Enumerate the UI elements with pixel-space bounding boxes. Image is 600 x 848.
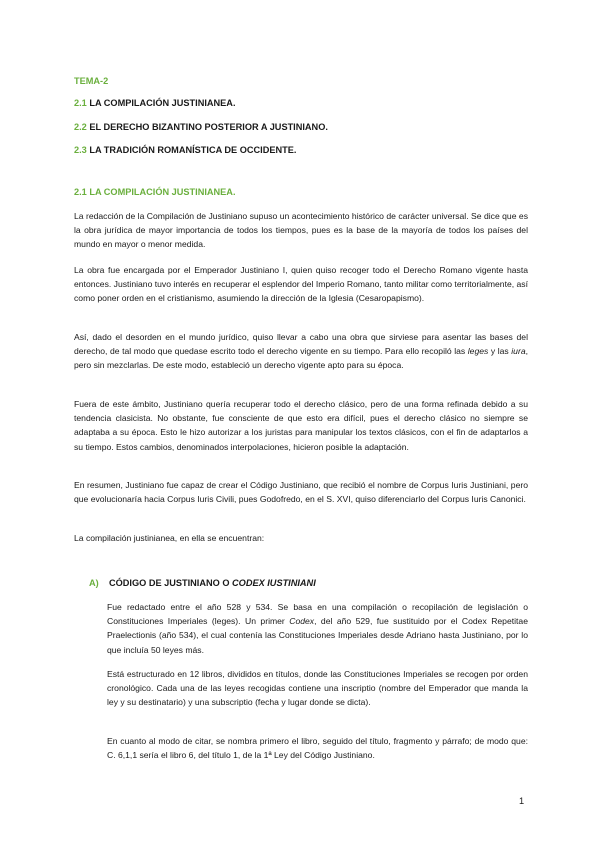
paragraph-text: Así, dado el desorden en el mundo jurídico, quiso llevar a cabo una obra que sirviese para asentar las bases del derecho, de tal modo que quedase escrito todo el derecho vigente en su tiempo. Para ello recopiló las xyxy=(74,332,528,357)
paragraph: La compilación justinianea, en ella se encuentran: xyxy=(74,533,265,543)
toc-number: 2.3 xyxy=(74,145,87,155)
subsection-title-italic: CODEX IUSTINIANI xyxy=(232,578,316,588)
subparagraph: En cuanto al modo de citar, se nombra primero el libro, seguido del título, fragmento y párrafo; de modo que: C. 6,1,1 sería el libro 6, del título 1, de la 1ª Ley del Código Justiniano. xyxy=(107,736,528,761)
toc-item xyxy=(74,145,296,155)
toc-item xyxy=(74,122,328,132)
toc-number: 2.1 xyxy=(74,98,87,108)
paragraph: En resumen, Justiniano fue capaz de crear el Código Justiniano, que recibió el nombre de Corpus Iuris Justiniani, pero que evolucionaría hacia Corpus Iuris Civili, pues Godofredo, en el S. XVI, quiso diferenciarlo del Corpus Iuris Canonici. xyxy=(74,480,528,505)
section-number: 2.1 xyxy=(74,187,87,197)
page-number: 1 xyxy=(519,796,525,806)
paragraph-text: , pero sin mezclarlas. De este modo, estableció un derecho vigente apto para su época. xyxy=(74,346,528,371)
tema-label: TEMA-2 xyxy=(74,76,109,86)
toc-title: LA TRADICIÓN ROMANÍSTICA DE OCCIDENTE. xyxy=(89,145,297,155)
paragraph: La obra fue encargada por el Emperador Justiniano I, quien quiso recoger todo el Derecho Romano vigente hasta entonces. Justiniano tuvo interés en recuperar el esplendor del Imperio Romano, tanto militar como territorialmente, así como poner orden en el cristianismo, asumiendo la dirección de la Iglesia (Cesaropapismo). xyxy=(74,265,528,304)
paragraph-text: y las xyxy=(488,346,512,357)
subsection-heading xyxy=(89,578,316,588)
toc-item xyxy=(74,98,236,108)
subsection-title: CÓDIGO DE JUSTINIANO O xyxy=(109,578,233,588)
paragraph: Fuera de este ámbito, Justiniano quería recuperar todo el derecho clásico, pero de una forma refinada debido a su tendencia clasicista. No obstante, fue consciente de que esto era difícil, pues el derecho clásico no siempre se adaptaba a su época. Esto le hizo autorizar a los juristas para manipular los textos clásicos, con el fin de adaptarlos a su tiempo. Estos cambios, denominados interpolaciones, hicieron posible la adaptación. xyxy=(74,399,528,452)
toc-number: 2.2 xyxy=(74,122,87,132)
subparagraph-text: , del año 529, fue sustituido por el Codex Repetitae Praelectionis (año 534), el cual contenía las Constituciones Imperiales desde Adriano hasta Justiniano, por lo que incluía 50 leyes más. xyxy=(107,616,528,655)
subparagraph xyxy=(107,600,528,657)
paragraph: La redacción de la Compilación de Justiniano supuso un acontecimiento histórico de carácter universal. Se dice que es la obra jurídica de mayor importancia de todos los tiempos, pues es la base de la mayoría de todos los países del mundo en mayor o menor medida. xyxy=(74,211,528,250)
section-heading xyxy=(74,187,236,197)
section-title: LA COMPILACIÓN JUSTINIANEA. xyxy=(89,187,236,197)
subparagraph-text: Fue redactado entre el año 528 y 534. Se basa en una compilación o recopilación de legislación o Constituciones Imperiales (leges). Un primer xyxy=(107,602,528,627)
paragraph-italic: leges xyxy=(467,346,489,357)
toc-title: EL DERECHO BIZANTINO POSTERIOR A JUSTINIANO. xyxy=(89,122,328,132)
subsection-letter: A) xyxy=(89,578,99,588)
paragraph xyxy=(74,330,528,373)
toc-title: LA COMPILACIÓN JUSTINIANEA. xyxy=(89,98,236,108)
paragraph-italic: iura xyxy=(511,346,526,357)
subparagraph-italic: Codex xyxy=(289,616,315,627)
subparagraph: Está estructurado en 12 libros, divididos en títulos, donde las Constituciones Imperiales se recogen por orden cronológico. Cada una de las leyes recogidas contiene una inscriptio (nombre del Emperador que manda la ley y su destinatario) y una subscriptio (fecha y lugar donde se dicta). xyxy=(107,669,528,708)
